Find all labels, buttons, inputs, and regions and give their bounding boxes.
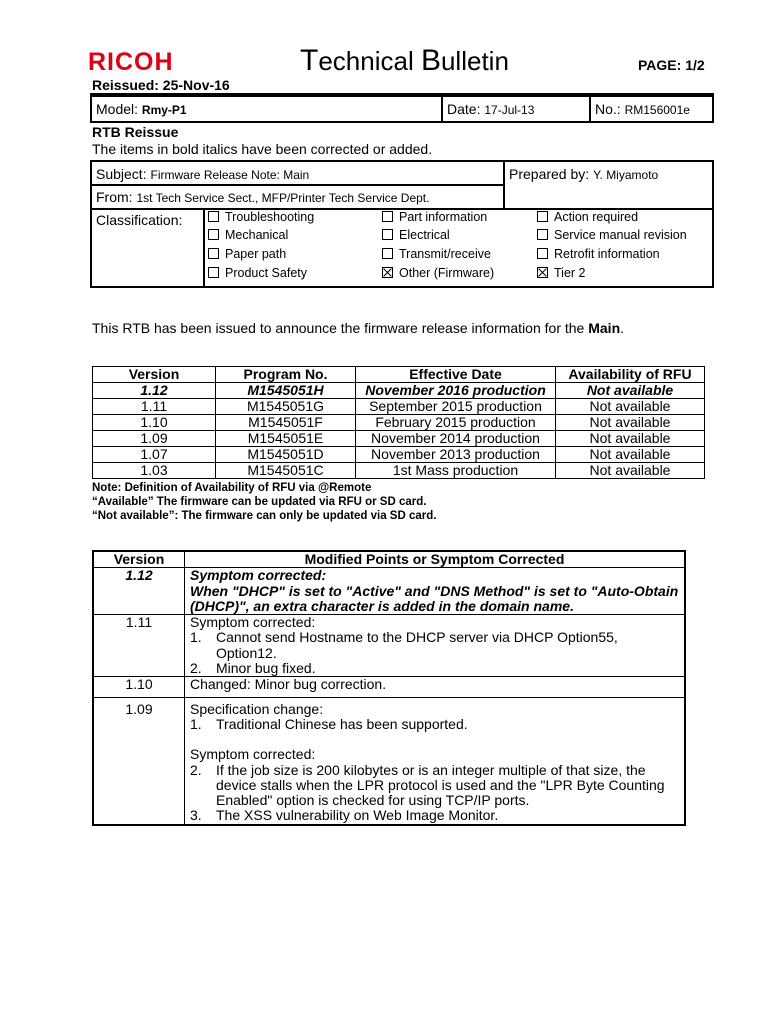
table-cell: Not available <box>556 431 705 447</box>
item-number: 3. <box>190 807 202 824</box>
checkbox-part-information[interactable] <box>382 210 487 224</box>
table-cell: 1.09 <box>93 431 216 447</box>
item-text: Traditional Chinese has been supported. <box>216 715 468 732</box>
checkbox-unchecked-icon <box>208 248 219 259</box>
table-cell: M1545051H <box>216 383 356 399</box>
table-cell: 1.10 <box>93 415 216 431</box>
column-header: Program No. <box>216 367 356 383</box>
checkbox-label: Part information <box>399 210 488 224</box>
rfu-notes <box>92 481 436 523</box>
checkbox-product-safety[interactable] <box>208 266 307 280</box>
divider <box>503 162 505 208</box>
checkbox-service-manual-revision[interactable] <box>537 228 687 242</box>
column-header: Effective Date <box>356 367 556 383</box>
checkbox-label: Transmit/receive <box>399 247 491 261</box>
description-cell <box>185 677 686 697</box>
intro-bold: Main <box>588 320 621 336</box>
modified-points-table <box>92 550 686 826</box>
checkbox-label: Mechanical <box>225 228 289 242</box>
checkbox-mechanical[interactable] <box>208 228 288 242</box>
table-cell: November 2013 production <box>356 447 556 463</box>
checkbox-unchecked-icon <box>382 229 393 240</box>
checkbox-label: Action required <box>554 210 639 224</box>
rtb-reissue-note: The items in bold italics have been corrected or added. <box>92 141 433 157</box>
table-row <box>93 677 685 697</box>
description-cell <box>185 697 686 825</box>
table-cell: M1545051E <box>216 431 356 447</box>
page-number: PAGE: 1/2 <box>638 57 705 73</box>
list-item <box>190 661 679 676</box>
title-part-1: echnical <box>318 46 421 76</box>
table-cell: 1.03 <box>93 463 216 479</box>
item-number: 1. <box>190 629 202 646</box>
item-text: The XSS vulnerability on Web Image Monitor. <box>216 807 499 824</box>
table-cell: Not available <box>556 383 705 399</box>
divider <box>203 208 205 286</box>
checkbox-unchecked-icon <box>382 248 393 259</box>
checkbox-electrical[interactable] <box>382 228 450 242</box>
description-line: Symptom corrected: <box>190 567 327 584</box>
number-value: RM156001e <box>624 103 690 117</box>
table-cell: Not available <box>556 447 705 463</box>
table-row <box>93 431 705 447</box>
table-cell: 1.12 <box>93 383 216 399</box>
list-item <box>190 808 679 823</box>
classification-label: Classification: <box>96 212 183 228</box>
checkbox-unchecked-icon <box>537 229 548 240</box>
model-date-box <box>90 95 714 123</box>
checkbox-label: Paper path <box>225 247 287 261</box>
from-label: From: <box>96 189 137 205</box>
table-row <box>93 697 685 825</box>
version-cell: 1.12 <box>93 568 185 615</box>
subject-box <box>90 160 714 288</box>
table-cell: 1.11 <box>93 399 216 415</box>
table-cell: September 2015 production <box>356 399 556 415</box>
note-line: Note: Definition of Availability of RFU via @Remote <box>92 482 372 494</box>
checkbox-checked-icon <box>382 267 393 278</box>
item-text: Cannot send Hostname to the DHCP server via DHCP Option55, Option12. <box>216 629 618 661</box>
item-text: If the job size is 200 kilobytes or is an integer multiple of that size, the device stalls when the LPR protocol is used and the "LPR Byte Counting Enabled" option is checked for using TCP/IP ports. <box>216 761 665 809</box>
date-value: 17-Jul-13 <box>484 103 535 117</box>
table-row <box>93 447 705 463</box>
table-cell: 1st Mass production <box>356 463 556 479</box>
version-cell: 1.10 <box>93 677 185 697</box>
rtb-reissue-label: RTB Reissue <box>92 124 179 140</box>
checkbox-tier-2[interactable] <box>537 266 586 280</box>
checkbox-label: Other (Firmware) <box>399 266 495 280</box>
list-item <box>190 763 679 809</box>
prepared-value: Y. Miyamoto <box>593 168 659 182</box>
checkbox-unchecked-icon <box>382 211 393 222</box>
table-row <box>93 463 705 479</box>
checkbox-label: Retrofit information <box>554 247 660 261</box>
column-header: Modified Points or Symptom Corrected <box>185 551 686 568</box>
column-header: Availability of RFU <box>556 367 705 383</box>
description-line: Symptom corrected: <box>190 746 316 763</box>
checkbox-unchecked-icon <box>208 211 219 222</box>
table-cell: M1545051D <box>216 447 356 463</box>
model-value: Rmy-P1 <box>141 103 187 117</box>
description-cell <box>185 568 686 615</box>
checkbox-unchecked-icon <box>537 211 548 222</box>
table-row <box>93 568 685 615</box>
checkbox-retrofit-information[interactable] <box>537 247 660 261</box>
table-row <box>93 415 705 431</box>
title-part-2: ulletin <box>440 46 509 76</box>
description-cell <box>185 615 686 677</box>
column-header: Version <box>93 551 185 568</box>
date-label: Date: <box>447 101 485 117</box>
divider <box>441 97 443 121</box>
checkbox-troubleshooting[interactable] <box>208 210 314 224</box>
version-cell: 1.11 <box>93 615 185 677</box>
model-label: Model: <box>96 101 142 117</box>
table-cell: 1.07 <box>93 447 216 463</box>
column-header: Version <box>93 367 216 383</box>
checkbox-checked-icon <box>537 267 548 278</box>
version-cell: 1.09 <box>93 697 185 825</box>
intro-end: . <box>620 320 625 336</box>
title-b: B <box>420 44 441 77</box>
description-line: Specification change: <box>190 700 324 717</box>
checkbox-action-required[interactable] <box>537 210 638 224</box>
item-text: Minor bug fixed. <box>216 660 316 677</box>
intro-text <box>92 320 624 336</box>
checkbox-label: Troubleshooting <box>225 210 315 224</box>
number-cell <box>595 101 690 117</box>
table-cell: M1545051C <box>216 463 356 479</box>
checkbox-paper-path[interactable] <box>208 247 286 261</box>
table-cell: November 2014 production <box>356 431 556 447</box>
from-value: 1st Tech Service Sect., MFP/Printer Tech Service Dept. <box>136 191 430 205</box>
checkbox-unchecked-icon <box>208 229 219 240</box>
description-line: Changed: Minor bug correction. <box>190 676 387 693</box>
table-cell: Not available <box>556 399 705 415</box>
table-row <box>93 383 705 399</box>
checkbox-label: Tier 2 <box>554 266 586 280</box>
list-item <box>190 630 679 661</box>
reissued-date: Reissued: 25-Nov-16 <box>92 77 230 93</box>
spacer <box>190 732 679 747</box>
document-title <box>300 44 509 78</box>
prepared-label: Prepared by: <box>509 166 594 182</box>
table-cell: Not available <box>556 415 705 431</box>
subject-label: Subject: <box>96 166 151 182</box>
checkbox-label: Service manual revision <box>554 228 687 242</box>
item-number: 2. <box>190 660 202 677</box>
table-header-row <box>93 551 685 568</box>
from-cell <box>96 189 429 205</box>
table-cell: February 2015 production <box>356 415 556 431</box>
version-table <box>92 366 705 479</box>
item-number: 1. <box>190 715 202 732</box>
table-cell: November 2016 production <box>356 383 556 399</box>
ricoh-logo: RICOH <box>88 48 174 76</box>
checkbox-label: Product Safety <box>225 266 307 280</box>
checkbox-transmit-receive[interactable] <box>382 247 491 261</box>
note-line: “Available” The firmware can be updated via RFU or SD card. <box>92 496 427 508</box>
table-row <box>93 615 685 677</box>
subject-cell <box>96 166 309 182</box>
description-line: When "DHCP" is set to "Active" and "DNS Method" is set to "Auto-Obtain (DHCP)", an extra character is added in the domain name. <box>190 582 679 614</box>
table-header-row <box>93 367 705 383</box>
divider <box>92 184 503 186</box>
prepared-cell <box>509 166 658 182</box>
checkbox-unchecked-icon <box>537 248 548 259</box>
number-label: No.: <box>595 101 625 117</box>
date-cell <box>447 101 534 117</box>
checkbox-unchecked-icon <box>208 267 219 278</box>
item-number: 2. <box>190 761 202 778</box>
checkbox-label: Electrical <box>399 228 450 242</box>
subject-value: Firmware Release Note: Main <box>150 168 310 182</box>
note-line: “Not available”: The firmware can only be updated via SD card. <box>92 510 437 522</box>
title-t: T <box>300 44 319 77</box>
table-row <box>93 399 705 415</box>
table-cell: M1545051G <box>216 399 356 415</box>
model-cell <box>96 101 187 117</box>
table-cell: M1545051F <box>216 415 356 431</box>
checkbox-other-firmware[interactable] <box>382 266 494 280</box>
list-item <box>190 717 679 732</box>
intro-sentence: This RTB has been issued to announce the firmware release information for the <box>92 320 589 336</box>
divider <box>589 97 591 121</box>
table-cell: Not available <box>556 463 705 479</box>
description-line: Symptom corrected: <box>190 614 316 631</box>
